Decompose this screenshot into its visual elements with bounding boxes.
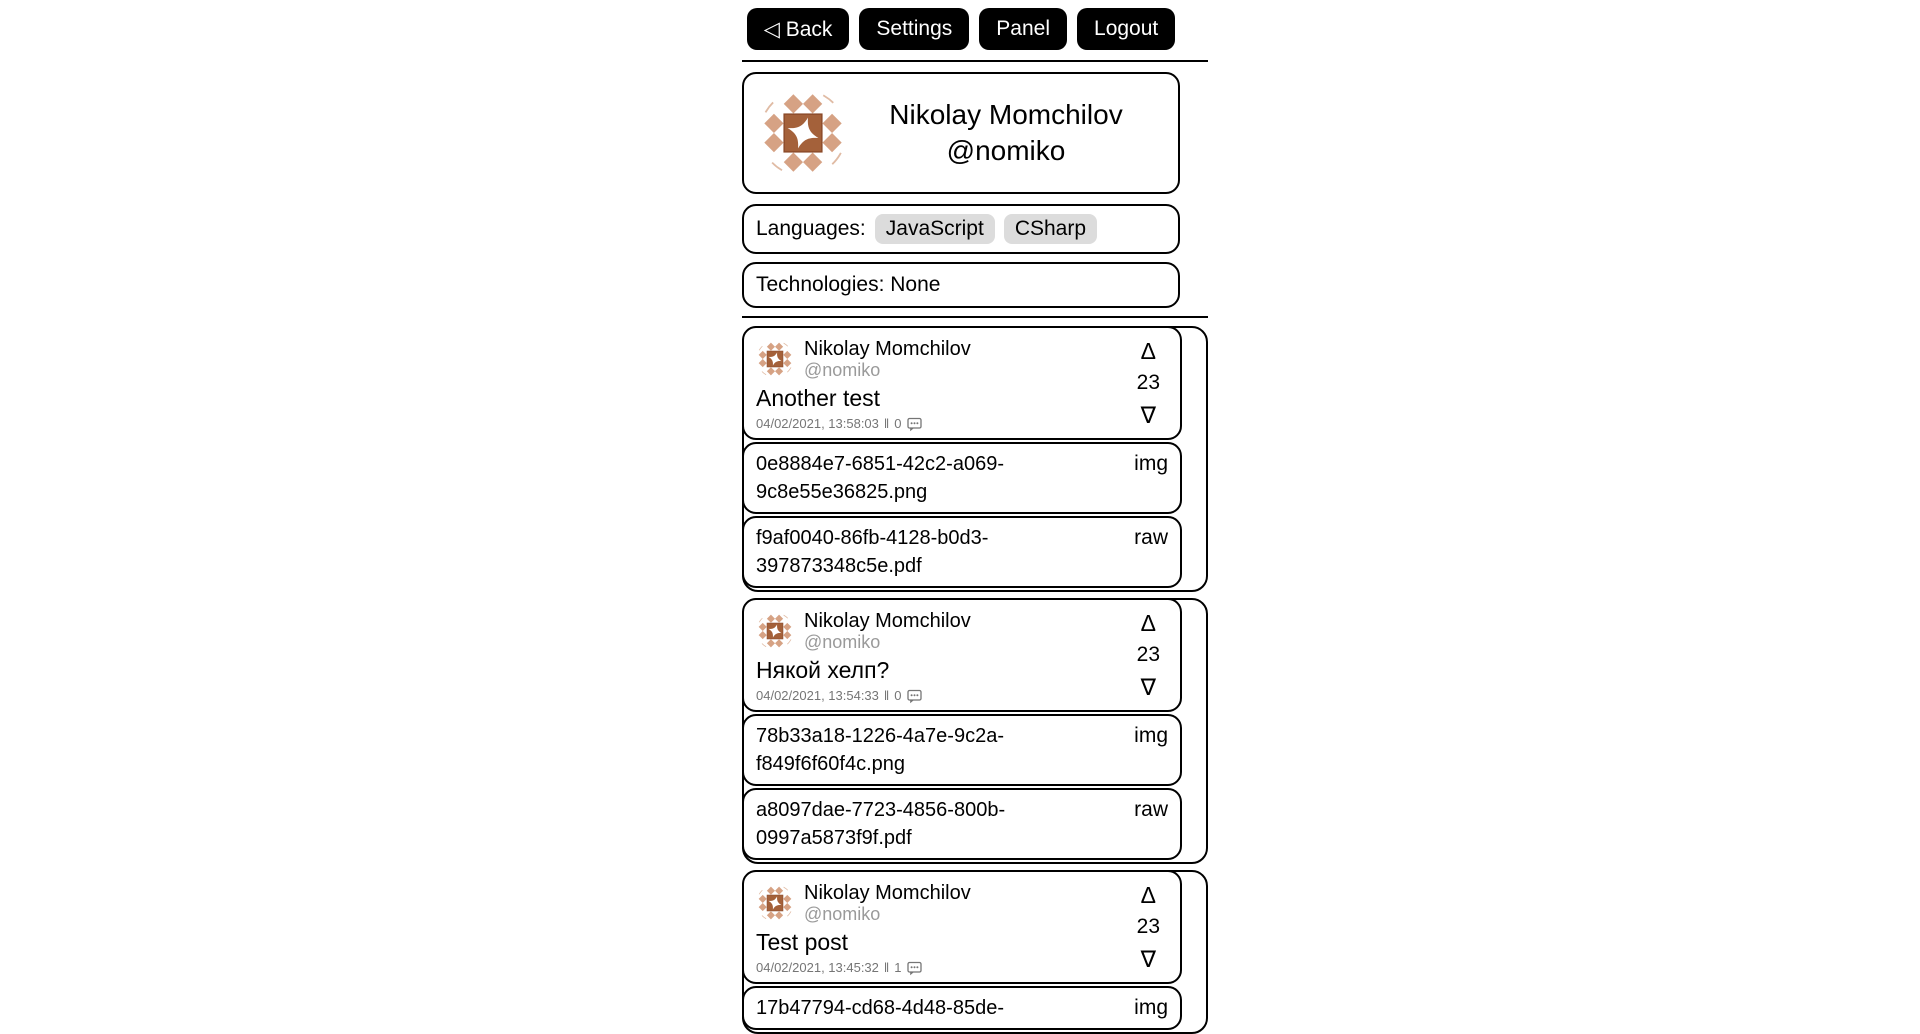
post-author-name: Nikolay Momchilov — [804, 610, 971, 632]
post-header — [756, 882, 1030, 924]
vote-count: 23 — [1136, 915, 1160, 938]
post-group — [742, 598, 1208, 864]
comment-bubble-icon — [907, 961, 922, 976]
profile-name: Nikolay Momchilov — [889, 98, 1123, 130]
attachment-row[interactable] — [742, 788, 1182, 860]
technologies-label: Technologies: None — [756, 273, 941, 296]
post-title: Някой хелп? — [756, 657, 890, 683]
language-tag: CSharp — [1004, 214, 1097, 244]
post-author-name: Nikolay Momchilov — [804, 882, 971, 904]
attachment-row[interactable] — [742, 986, 1182, 1030]
attachment-row[interactable] — [742, 442, 1182, 514]
downvote-button[interactable]: ∇ — [1140, 674, 1157, 700]
languages-label: Languages: — [756, 217, 866, 240]
attachment-type-label: raw — [1134, 526, 1168, 549]
post-author-block — [804, 610, 971, 652]
comment-bubble-icon — [907, 417, 922, 432]
meta-separator: ‖ — [883, 960, 890, 975]
attachment-type-label: img — [1134, 452, 1168, 475]
divider — [742, 60, 1208, 62]
logout-button[interactable]: Logout — [1077, 8, 1175, 50]
vote-column — [1137, 338, 1160, 428]
panel-button[interactable]: Panel — [979, 8, 1067, 50]
post-author-handle: @nomiko — [804, 632, 881, 652]
attachment-row[interactable] — [742, 714, 1182, 786]
attachment-filename: f9af0040-86fb-4128-b0d3-397873348c5e.pdf — [756, 527, 989, 577]
post-timestamp: 04/02/2021, 13:58:03 — [756, 416, 879, 431]
vote-count: 23 — [1136, 371, 1160, 394]
post-group — [742, 870, 1208, 1034]
post-author-avatar — [756, 340, 794, 378]
post-timestamp: 04/02/2021, 13:54:33 — [756, 688, 879, 703]
comment-count: 0 — [894, 688, 902, 703]
upvote-button[interactable]: Δ — [1140, 882, 1156, 908]
post-card[interactable] — [742, 598, 1182, 712]
post-card[interactable] — [742, 326, 1182, 440]
post-author-avatar — [756, 884, 794, 922]
post-header — [756, 338, 1030, 380]
upvote-button[interactable]: Δ — [1140, 338, 1156, 364]
attachment-filename: 0e8884e7-6851-42c2-a069-9c8e55e36825.png — [756, 453, 1004, 503]
back-button[interactable]: ◁ Back — [747, 8, 850, 50]
post-title: Test post — [756, 929, 849, 955]
post-meta — [756, 688, 1030, 704]
attachment-filename: 17b47794-cd68-4d48-85de- — [756, 997, 1004, 1019]
posts-list — [742, 326, 1208, 1034]
profile-card — [742, 72, 1180, 194]
post-author-handle: @nomiko — [804, 360, 881, 380]
post-author-block — [804, 882, 971, 924]
post-title: Another test — [756, 385, 881, 411]
post-author-handle: @nomiko — [804, 904, 881, 924]
meta-separator: ‖ — [883, 416, 890, 431]
vote-column — [1137, 882, 1160, 972]
vote-column — [1137, 610, 1160, 700]
language-tags — [875, 214, 1097, 244]
post-meta — [756, 416, 1030, 432]
upvote-button[interactable]: Δ — [1140, 610, 1156, 636]
technologies-card — [742, 262, 1180, 308]
post-author-block — [804, 338, 971, 380]
attachment-type-label: img — [1134, 724, 1168, 747]
comment-count: 1 — [894, 960, 902, 975]
downvote-button[interactable]: ∇ — [1140, 946, 1157, 972]
profile-handle: @nomiko — [946, 135, 1066, 166]
vote-count: 23 — [1136, 643, 1160, 666]
post-timestamp: 04/02/2021, 13:45:32 — [756, 960, 879, 975]
attachment-type-label: raw — [1134, 798, 1168, 821]
comment-count: 0 — [894, 416, 902, 431]
attachment-filename: 78b33a18-1226-4a7e-9c2a-f849f6f60f4c.png — [756, 725, 1004, 775]
user-avatar — [758, 88, 848, 178]
attachment-type-label: img — [1134, 996, 1168, 1019]
post-card[interactable] — [742, 870, 1182, 984]
top-nav — [742, 8, 1180, 50]
post-group — [742, 326, 1208, 592]
meta-separator: ‖ — [883, 688, 890, 703]
attachment-filename: a8097dae-7723-4856-800b-0997a5873f9f.pdf — [756, 799, 1006, 849]
post-author-name: Nikolay Momchilov — [804, 338, 971, 360]
post-meta — [756, 960, 1030, 976]
comment-bubble-icon — [907, 689, 922, 704]
profile-page — [742, 0, 1208, 1034]
attachment-row[interactable] — [742, 516, 1182, 588]
divider — [742, 316, 1208, 318]
downvote-button[interactable]: ∇ — [1140, 402, 1157, 428]
post-author-avatar — [756, 612, 794, 650]
settings-button[interactable]: Settings — [859, 8, 969, 50]
languages-card — [742, 204, 1180, 254]
language-tag: JavaScript — [875, 214, 995, 244]
profile-names — [848, 97, 1164, 170]
post-header — [756, 610, 1030, 652]
